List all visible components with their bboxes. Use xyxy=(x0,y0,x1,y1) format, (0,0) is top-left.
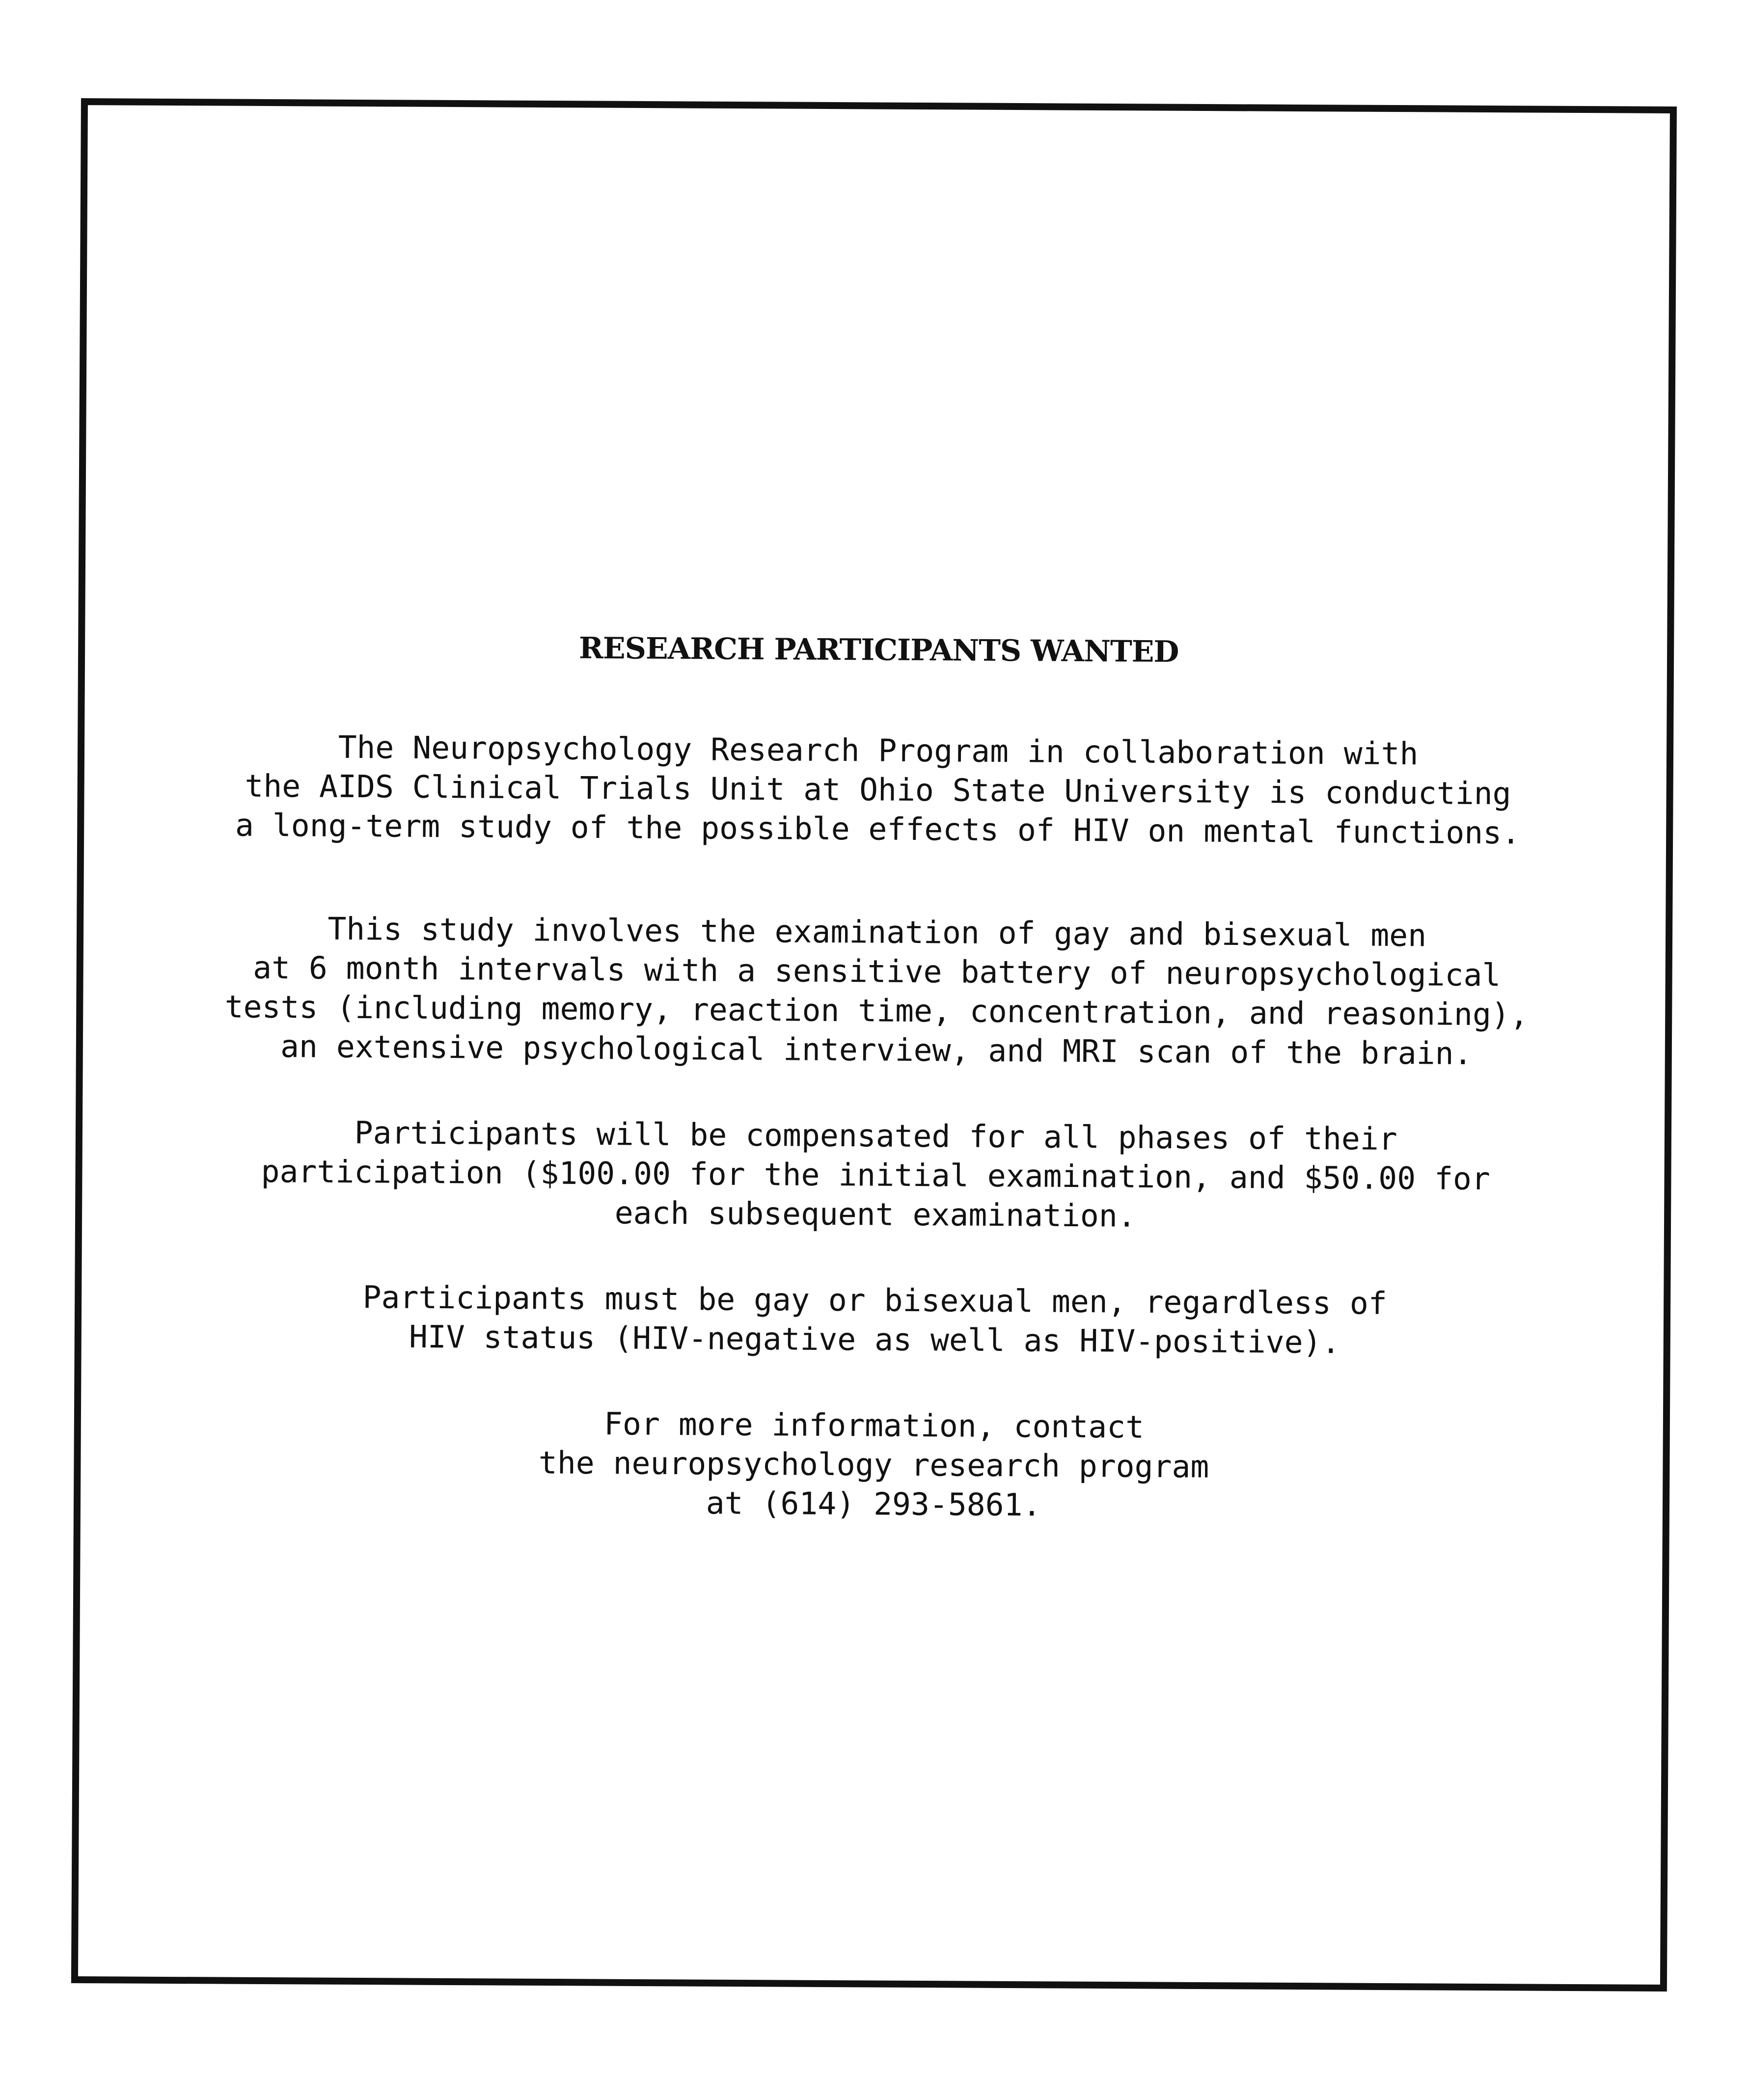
flyer-content xyxy=(108,628,1645,1529)
contact-phone: at (614) 293-5861. xyxy=(706,1485,1041,1523)
intro-paragraph xyxy=(111,727,1644,854)
study-description-paragraph xyxy=(110,908,1643,1075)
text-line: The Neuropsychology Research Program in collaboration with xyxy=(338,729,1419,772)
text-line: HIV status (HIV-negative as well as HIV-positive). xyxy=(409,1319,1340,1361)
compensation-paragraph xyxy=(109,1112,1642,1239)
text-line: a long-term study of the possible effects of HIV on mental functions. xyxy=(235,807,1521,851)
text-line: Participants must be gay or bisexual men, regardless of xyxy=(362,1279,1387,1321)
text-line: For more information, contact xyxy=(603,1406,1145,1445)
text-line: the neuropsychology research program xyxy=(538,1445,1209,1485)
text-line: This study involves the examination of gay and bisexual men xyxy=(328,911,1427,954)
text-line: an extensive psychological interview, and MRI scan of the brain. xyxy=(280,1028,1473,1072)
text-line: at 6 month intervals with a sensitive battery of neuropsychological xyxy=(252,949,1501,994)
text-line: the AIDS Clinical Trials Unit at Ohio State University is conducting xyxy=(245,768,1511,812)
contact-paragraph xyxy=(108,1401,1640,1529)
text-line: each subsequent examination. xyxy=(614,1195,1136,1234)
flyer-title: RESEARCH PARTICIPANTS WANTED xyxy=(578,631,1179,670)
eligibility-paragraph xyxy=(109,1276,1641,1364)
text-line: Participants will be compensated for all phases of their xyxy=(354,1115,1397,1157)
text-line: tests (including memory, reaction time, concentration, and reasoning), xyxy=(224,989,1529,1033)
text-line: participation ($100.00 for the initial examination, and $50.00 for xyxy=(261,1153,1491,1197)
